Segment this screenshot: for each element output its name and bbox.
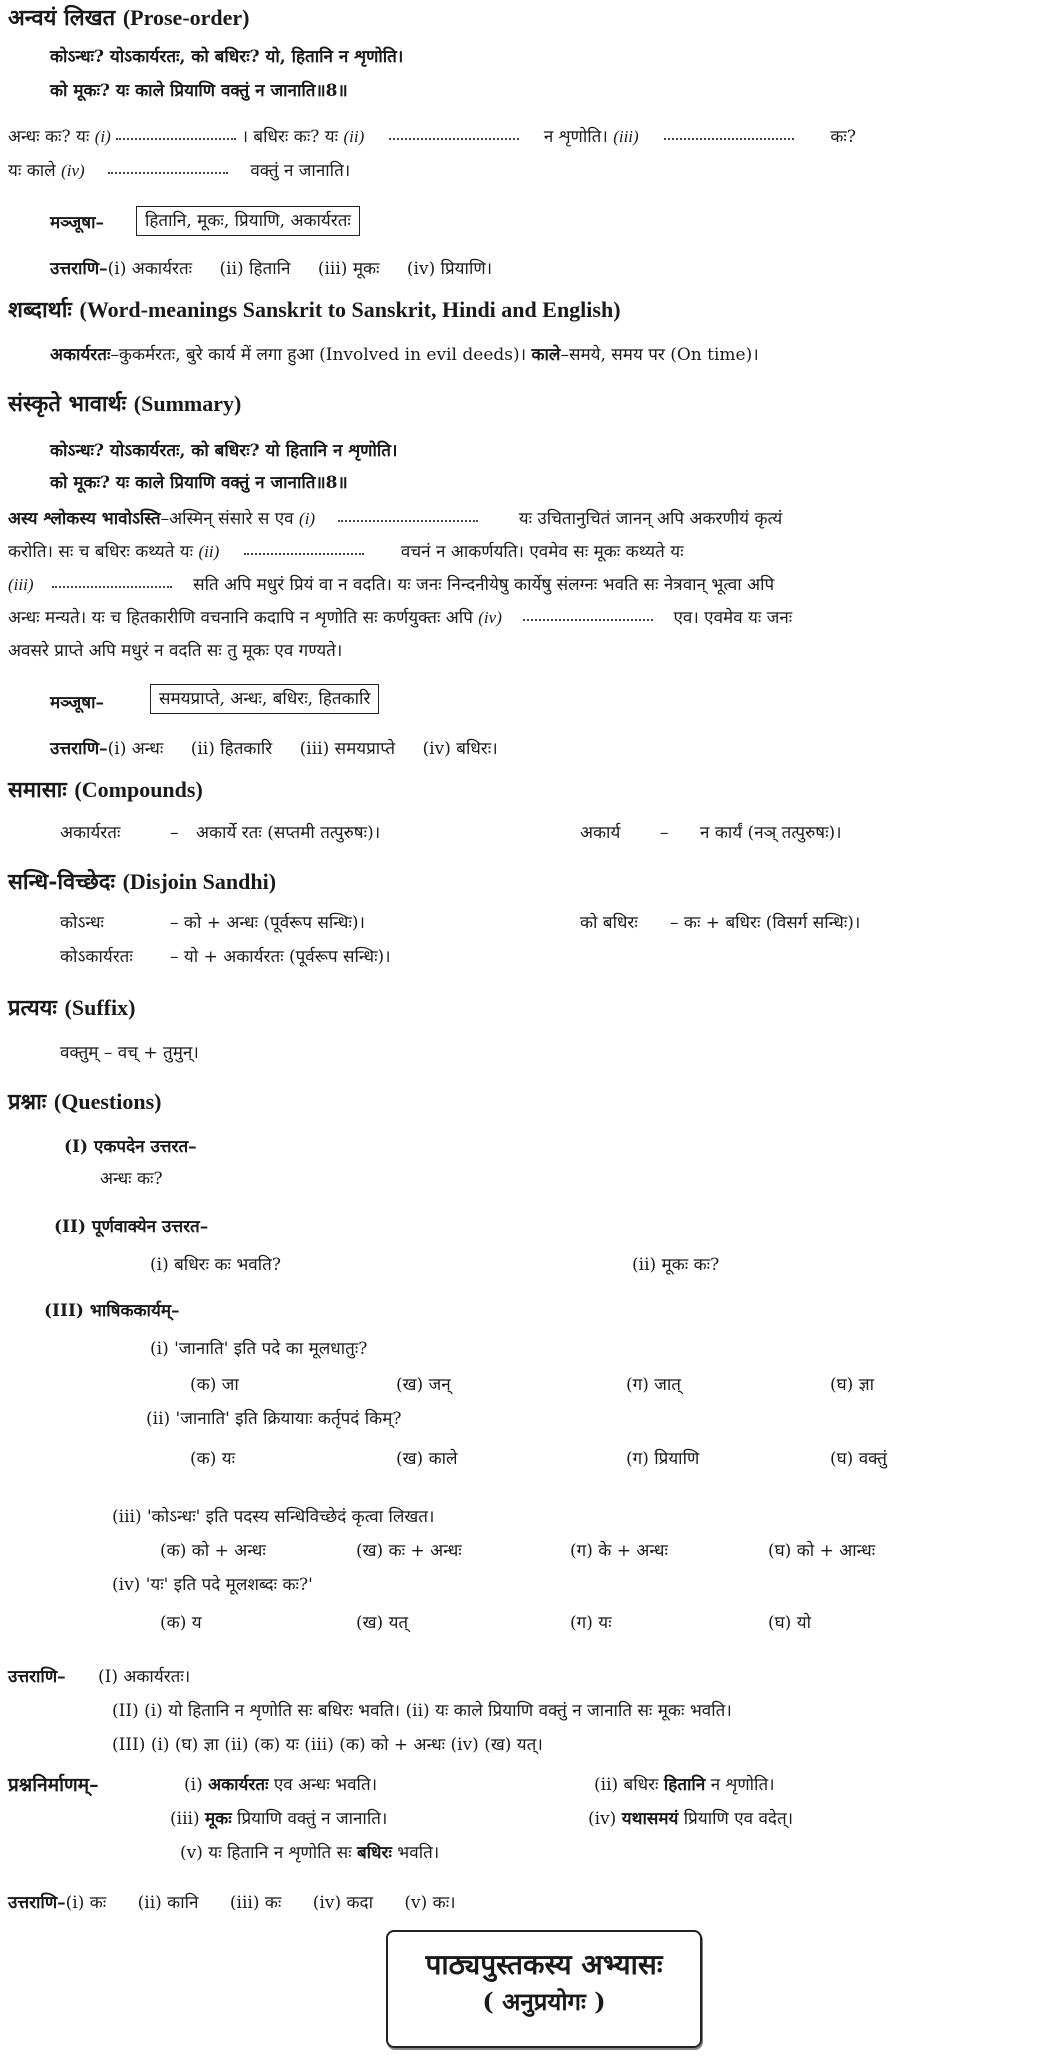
summary-para-line: [8, 508, 782, 530]
summary-para-line: [8, 574, 774, 596]
separator: –: [660, 823, 669, 843]
compounds-heading: [8, 776, 203, 804]
heading-hindi: प्रत्ययः: [8, 995, 57, 1021]
blank-mark: (i): [299, 509, 316, 528]
question-item: (iii) 'कोऽन्धः' इति पदस्य सन्धिविच्छेदं कृत्वा लिखत।: [112, 1507, 435, 1527]
question-formation-item: [180, 1842, 439, 1864]
manjusha-label: मञ्जूषा–: [50, 693, 105, 713]
sandhi-word: कोऽन्धः: [60, 913, 104, 933]
answer: (iii) मूकः: [317, 259, 380, 279]
question-item: (i) बधिरः कः भवति?: [150, 1255, 281, 1275]
heading-hindi: अन्वयं लिखत: [8, 5, 116, 31]
sandhi-word: को बधिरः: [580, 913, 638, 933]
text: । बधिरः कः? यः: [241, 127, 339, 147]
heading-hindi: शब्दार्थाः: [8, 297, 72, 323]
text: (ii) बधिरः: [594, 1775, 659, 1795]
heading-english: (Suffix): [64, 995, 136, 1020]
option: (ग) यः: [570, 1613, 612, 1633]
compound-value: न कार्यं (नञ् तत्पुरुषः)।: [700, 823, 842, 843]
verse-line: कोऽन्धः? योऽकार्यरतः, को बधिरः? यो हितानि न शृणोति।: [50, 441, 398, 461]
blank-dots: [244, 541, 364, 555]
word-meanings-heading: [8, 296, 621, 324]
word-meaning-line: [50, 344, 759, 366]
heading-english: (Word-meanings Sanskrit to Sanskrit, Hindi and English): [79, 297, 621, 322]
heading-english: (Prose-order): [122, 5, 250, 30]
meaning: –समये, समय पर (On time)।: [560, 345, 759, 365]
word: अकार्यरतः: [50, 345, 111, 365]
answer: (i) अन्धः: [107, 739, 164, 759]
verse-line: को मूकः? यः काले प्रियाणि वक्तुं न जानाति॥8॥: [50, 473, 348, 493]
question-item: (iv) 'यः' इति पदे मूलशब्दः कः?': [112, 1575, 313, 1595]
blank-mark: (i): [94, 127, 111, 146]
summary-para-line: अवसरे प्राप्ते अपि मधुरं न वदति सः तु मूकः एव गण्यते।: [8, 641, 343, 661]
final-answers-line: [8, 1892, 456, 1914]
answer: (iii) कः: [229, 1893, 282, 1913]
text: यः उचितानुचितं जानन् अपि अकरणीयं कृत्यं: [518, 509, 783, 529]
question-formation-label: प्रश्ननिर्माणम्–: [8, 1774, 99, 1796]
blank-mark: (iii): [8, 575, 34, 594]
sandhi-word: कोऽकार्यरतः: [60, 947, 133, 967]
heading-english: (Compounds): [74, 777, 203, 802]
blank-mark: (ii): [343, 127, 365, 146]
bold-word: हितानि: [663, 1775, 706, 1795]
heading-hindi: संस्कृते भावार्थः: [8, 391, 127, 417]
answers-line: [50, 258, 492, 280]
manjusha-label: मञ्जूषा–: [50, 213, 105, 233]
summary-para-line: [8, 541, 684, 563]
option: (घ) वक्तुं: [830, 1449, 887, 1469]
bold-word: मूकः: [204, 1809, 232, 1829]
text: (v) यः हितानि न शृणोति सः: [180, 1843, 352, 1863]
heading-hindi: समासाः: [8, 777, 67, 803]
text: प्रियाणि एव वदेत्।: [683, 1809, 794, 1829]
heading-english: (Summary): [133, 391, 242, 416]
option: (घ) यो: [768, 1613, 811, 1633]
option: (घ) ज्ञा: [830, 1375, 875, 1395]
text: प्रियाणि वक्तुं न जानाति।: [237, 1809, 388, 1829]
fill-blank-line: [8, 160, 350, 182]
option: (ग) के + अन्धः: [570, 1541, 668, 1561]
verse-line: को मूकः? यः काले प्रियाणि वक्तुं न जानाति॥8॥: [50, 81, 348, 101]
blank-mark: (iv): [61, 161, 85, 180]
option: (ग) प्रियाणि: [626, 1449, 700, 1469]
sandhi-value: – को + अन्धः (पूर्वरूप सन्धिः)।: [170, 913, 365, 933]
option: (घ) को + आन्धः: [768, 1541, 876, 1561]
compound-word: अकार्यरतः: [60, 823, 121, 843]
answer: (iv) कदा: [312, 1893, 373, 1913]
options-row: [190, 1374, 970, 1398]
sandhi-value: – यो + अकार्यरतः (पूर्वरूप सन्धिः)।: [170, 947, 391, 967]
option: (क) य: [160, 1613, 202, 1633]
compound-value: अकार्ये रतः (सप्तमी तत्पुरुषः)।: [196, 823, 381, 843]
question-label: (III) भाषिककार्यम्–: [44, 1301, 180, 1321]
heading-english: (Disjoin Sandhi): [122, 869, 277, 894]
question-item: (i) 'जानाति' इति पदे का मूलधातुः?: [150, 1339, 368, 1359]
blank-dots: [108, 160, 228, 174]
sandhi-row: [60, 912, 1050, 936]
answers-line: [50, 738, 498, 760]
text: सति अपि मधुरं प्रियं वा न वदति। यः जनः निन्दनीयेषु कार्येषु संलग्नः भवति सः नेत्रवान् भूत्वा अपि: [193, 575, 775, 595]
blank-dots: [116, 126, 236, 140]
answer: (ii) हितानि: [219, 259, 291, 279]
answer: (i) कः: [65, 1893, 107, 1913]
option: (ग) जात्: [626, 1375, 681, 1395]
question-label: (II) पूर्णवाक्येन उत्तरत–: [54, 1217, 209, 1237]
answer: (v) कः।: [404, 1893, 456, 1913]
text: (iii): [170, 1809, 200, 1829]
text: एव अन्धः भवति।: [273, 1775, 378, 1795]
answer-line: (I) अकार्यरतः।: [98, 1667, 191, 1687]
text: भवति।: [397, 1843, 440, 1863]
word: काले: [531, 345, 561, 365]
summary-heading: [8, 390, 241, 418]
sandhi-value: – कः + बधिरः (विसर्ग सन्धिः)।: [670, 913, 861, 933]
answer: (i) अकार्यरतः: [107, 259, 193, 279]
question-item: (ii) 'जानाति' इति क्रियायाः कर्तृपदं किम्?: [146, 1409, 402, 1429]
question-items-row: [150, 1254, 850, 1278]
text: एव। एवमेव यः जनः: [673, 608, 793, 628]
para-lead: अस्य श्लोकस्य भावोऽस्ति: [8, 509, 161, 529]
exercise-subtitle: ( अनुप्रयोगः ): [482, 1987, 606, 2016]
question-label: (I) एकपदेन उत्तरत–: [64, 1137, 197, 1157]
answer: (iv) प्रियाणि।: [406, 259, 493, 279]
fill-blank-line: [8, 126, 856, 148]
text: वक्तुं न जानाति।: [250, 161, 351, 181]
option: (ख) यत्: [356, 1613, 409, 1633]
sandhi-row: [60, 946, 760, 970]
bold-word: अकार्यरतः: [208, 1775, 269, 1795]
option: (ख) कः + अन्धः: [356, 1541, 462, 1561]
summary-para-line: [8, 607, 792, 629]
blank-dots: [338, 508, 478, 522]
blank-mark: (ii): [198, 542, 220, 561]
options-row: [160, 1612, 980, 1636]
text: यः काले: [8, 161, 56, 181]
heading-hindi: प्रश्नाः: [8, 1089, 47, 1115]
question-formation-item: [184, 1774, 377, 1796]
sandhi-heading: [8, 868, 276, 896]
bold-word: यथासमयं: [621, 1809, 679, 1829]
answer: (iv) बधिरः।: [422, 739, 498, 759]
answers-label: उत्तराणि–: [50, 259, 108, 279]
compound-row: [60, 822, 1040, 846]
answers-label: उत्तराणि–: [8, 1893, 66, 1913]
answer: (ii) कानि: [137, 1893, 199, 1913]
answer: (iii) समयप्राप्ते: [299, 739, 396, 759]
question-item: अन्धः कः?: [100, 1169, 163, 1189]
separator: –: [170, 823, 179, 843]
options-row: [190, 1448, 970, 1472]
suffix-row: वक्तुम् – वच् + तुमुन्।: [60, 1043, 199, 1063]
text: करोति। सः च बधिरः कथ्यते यः: [8, 542, 194, 562]
text: न शृणोति।: [543, 127, 608, 147]
blank-dots: [523, 607, 653, 621]
blank-dots: [52, 574, 172, 588]
heading-hindi: सन्धि-विच्छेदः: [8, 869, 115, 895]
question-formation-item: [170, 1808, 387, 1830]
text: अन्धः मन्यते। यः च हितकारीणि वचनानि कदापि न शृणोति सः कर्णयुक्तः अपि: [8, 608, 473, 628]
text: वचनं न आकर्णयति। एवमेव सः मूकः कथ्यते यः: [400, 542, 684, 562]
option: (क) को + अन्धः: [160, 1541, 266, 1561]
option: (ख) जन्: [396, 1375, 451, 1395]
meaning: –कुकर्मरतः, बुरे कार्य में लगा हुआ (Involved in evil deeds)।: [110, 345, 527, 365]
text: (iv): [588, 1809, 617, 1829]
option: (ख) काले: [396, 1449, 458, 1469]
question-formation-item: [588, 1808, 793, 1830]
text: न शृणोति।: [710, 1775, 775, 1795]
options-row: [160, 1540, 980, 1564]
compound-word: अकार्य: [580, 823, 621, 843]
answers-label: उत्तराणि–: [8, 1667, 66, 1687]
blank-mark: (iii): [613, 127, 639, 146]
answer-line: (III) (i) (घ) ज्ञा (ii) (क) यः (iii) (क) को + अन्धः (iv) (ख) यत्।: [112, 1735, 543, 1755]
verse-line: कोऽन्धः? योऽकार्यरतः, को बधिरः? यो, हितानि न शृणोति।: [50, 47, 404, 67]
option: (क) यः: [190, 1449, 236, 1469]
blank-mark: (iv): [478, 608, 502, 627]
manjusha-box: हितानि, मूकः, प्रियाणि, अकार्यरतः: [136, 206, 360, 236]
answer-line: (II) (i) यो हितानि न शृणोति सः बधिरः भवति। (ii) यः काले प्रियाणि वक्तुं न जानाति सः मूकः भवति।: [112, 1701, 732, 1721]
questions-heading: [8, 1088, 161, 1116]
heading-english: (Questions): [53, 1089, 162, 1114]
text: (i): [184, 1775, 203, 1795]
prose-order-heading: [8, 4, 250, 32]
text: कः?: [830, 127, 856, 147]
exercise-title: पाठ्यपुस्तकस्य अभ्यासः: [425, 1948, 663, 1981]
suffix-heading: [8, 994, 135, 1022]
question-formation-item: [594, 1774, 775, 1796]
option: (क) जा: [190, 1375, 239, 1395]
text: अन्धः कः? यः: [8, 127, 90, 147]
exercise-title-box: [386, 1930, 702, 2048]
answers-label: उत्तराणि–: [50, 739, 108, 759]
manjusha-box: समयप्राप्ते, अन्धः, बधिरः, हितकारि: [150, 684, 379, 714]
question-item: (ii) मूकः कः?: [632, 1255, 720, 1275]
text: –अस्मिन् संसारे स एव: [160, 509, 294, 529]
blank-dots: [389, 126, 519, 140]
bold-word: बधिरः: [356, 1843, 392, 1863]
answer: (ii) हितकारि: [190, 739, 273, 759]
blank-dots: [664, 126, 794, 140]
